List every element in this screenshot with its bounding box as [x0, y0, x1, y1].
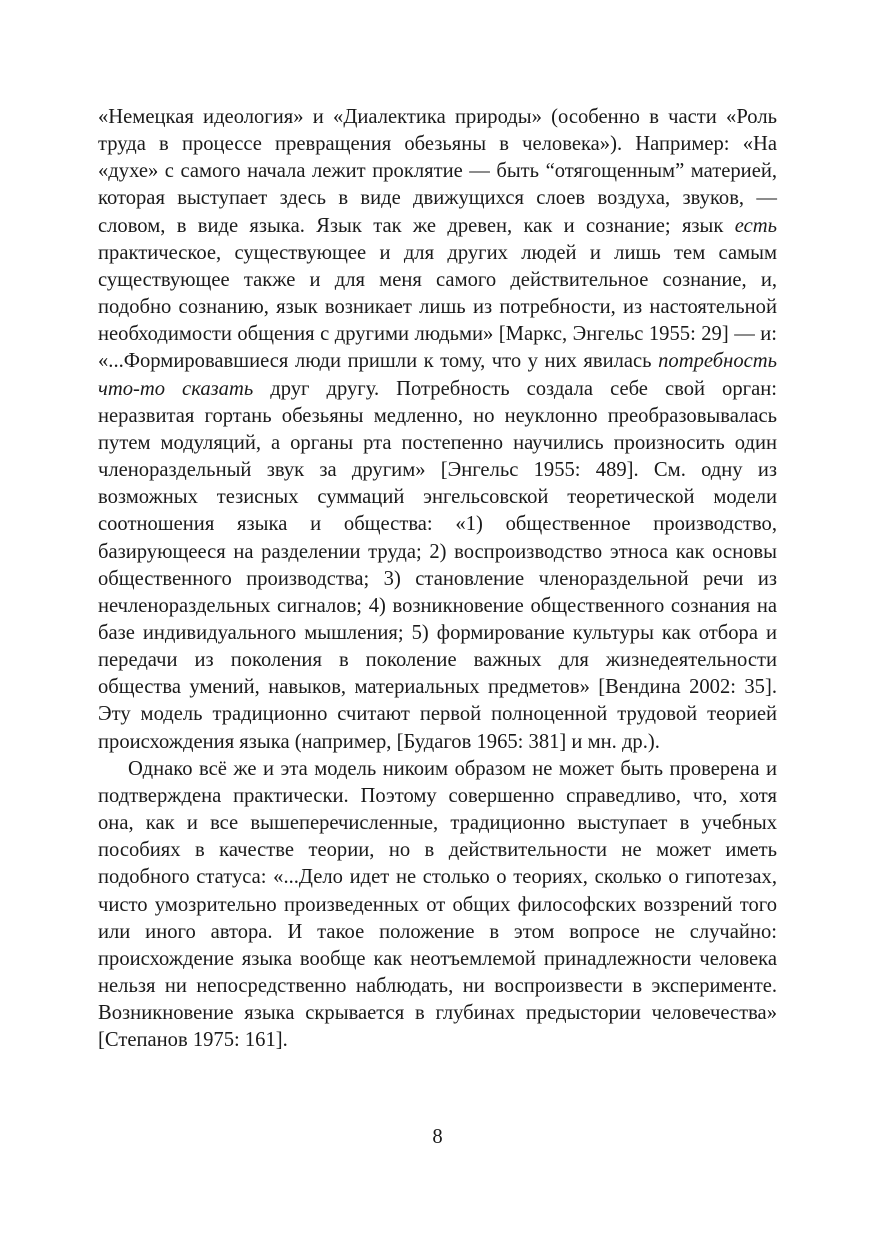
page-body — [98, 104, 777, 1054]
page-number: 8 — [432, 1126, 443, 1148]
paragraph-1-text-2: практическое, существующее и для других людей и лишь тем самым существующее также и для меня самого действительное сознание, и, подобно сознанию, язык возникает лишь из потребности, из настоятельной необходимости общения с другими людьми» [Маркс, Энгельс 1955: 29] — и: «...Формировавшиеся люди пришли к тому, что у них явилась — [98, 241, 777, 373]
paragraph-1-text-1: «Немецкая идеология» и «Диалектика природы» (особенно в части «Роль труда в процессе превращения обезьяны в человека»). Например: «На «духе» с самого начала лежит проклятие — быть “отягощенным” материей, которая выступает здесь в виде движущихся слоев воздуха, звуков, — словом, в виде языка. Язык так же древен, как и сознание; язык — [98, 106, 777, 237]
paragraph-2: Однако всё же и эта модель никоим образом не может быть проверена и подтверждена практически. Поэтому совершенно справедливо, что, хотя она, как и все вышеперечисленные, традиционно выступает в учебных пособиях в качестве теории, но в действительности не может иметь подобного статуса: «...Дело идет не столько о теориях, сколько о гипотезах, чисто умозрительно произведенных от общих философских воззрений того или иного автора. И такое положение в этом вопросе не случайно: происхождение языка вообще как неотъемлемой принадлежности человека нельзя ни непосредственно наблюдать, ни воспроизвести в эксперименте. Возникновение языка скрывается в глубинах предыстории человечества» [Степанов 1975: 161]. — [98, 757, 777, 1052]
paragraph-1-text-3: друг другу. Потребность создала себе свой орган: неразвитая гортань обезьяны медленно, но неуклонно преобразовывалась путем модуляций, а органы рта постепенно научились произносить один членораздельный звук за другим» [Энгельс 1955: 489]. См. одну из возможных тезисных суммаций энгельсовской теоретической модели соотношения языка и общества: «1) общественное производство, базирующееся на разделении труда; 2) воспроизводство этноса как основы общественного производства; 3) становление членораздельной речи из нечленораздельных сигналов; 4) возникновение общественного сознания на базе индивидуального мышления; 5) формирование культуры как отбора и передачи из поколения в поколение важных для жизнедеятельности общества умений, навыков, материальных предметов» [Вендина 2002: 35]. Эту модель традиционно считают первой полноценной трудовой теорией происхождения языка (например, [Будагов 1965: 381] и мн. др.). — [98, 377, 777, 753]
paragraph-1-italic-2: потребность что-то сказать — [98, 350, 777, 400]
paragraph-1 — [98, 104, 777, 756]
paragraph-1-italic-1: есть — [734, 214, 777, 237]
